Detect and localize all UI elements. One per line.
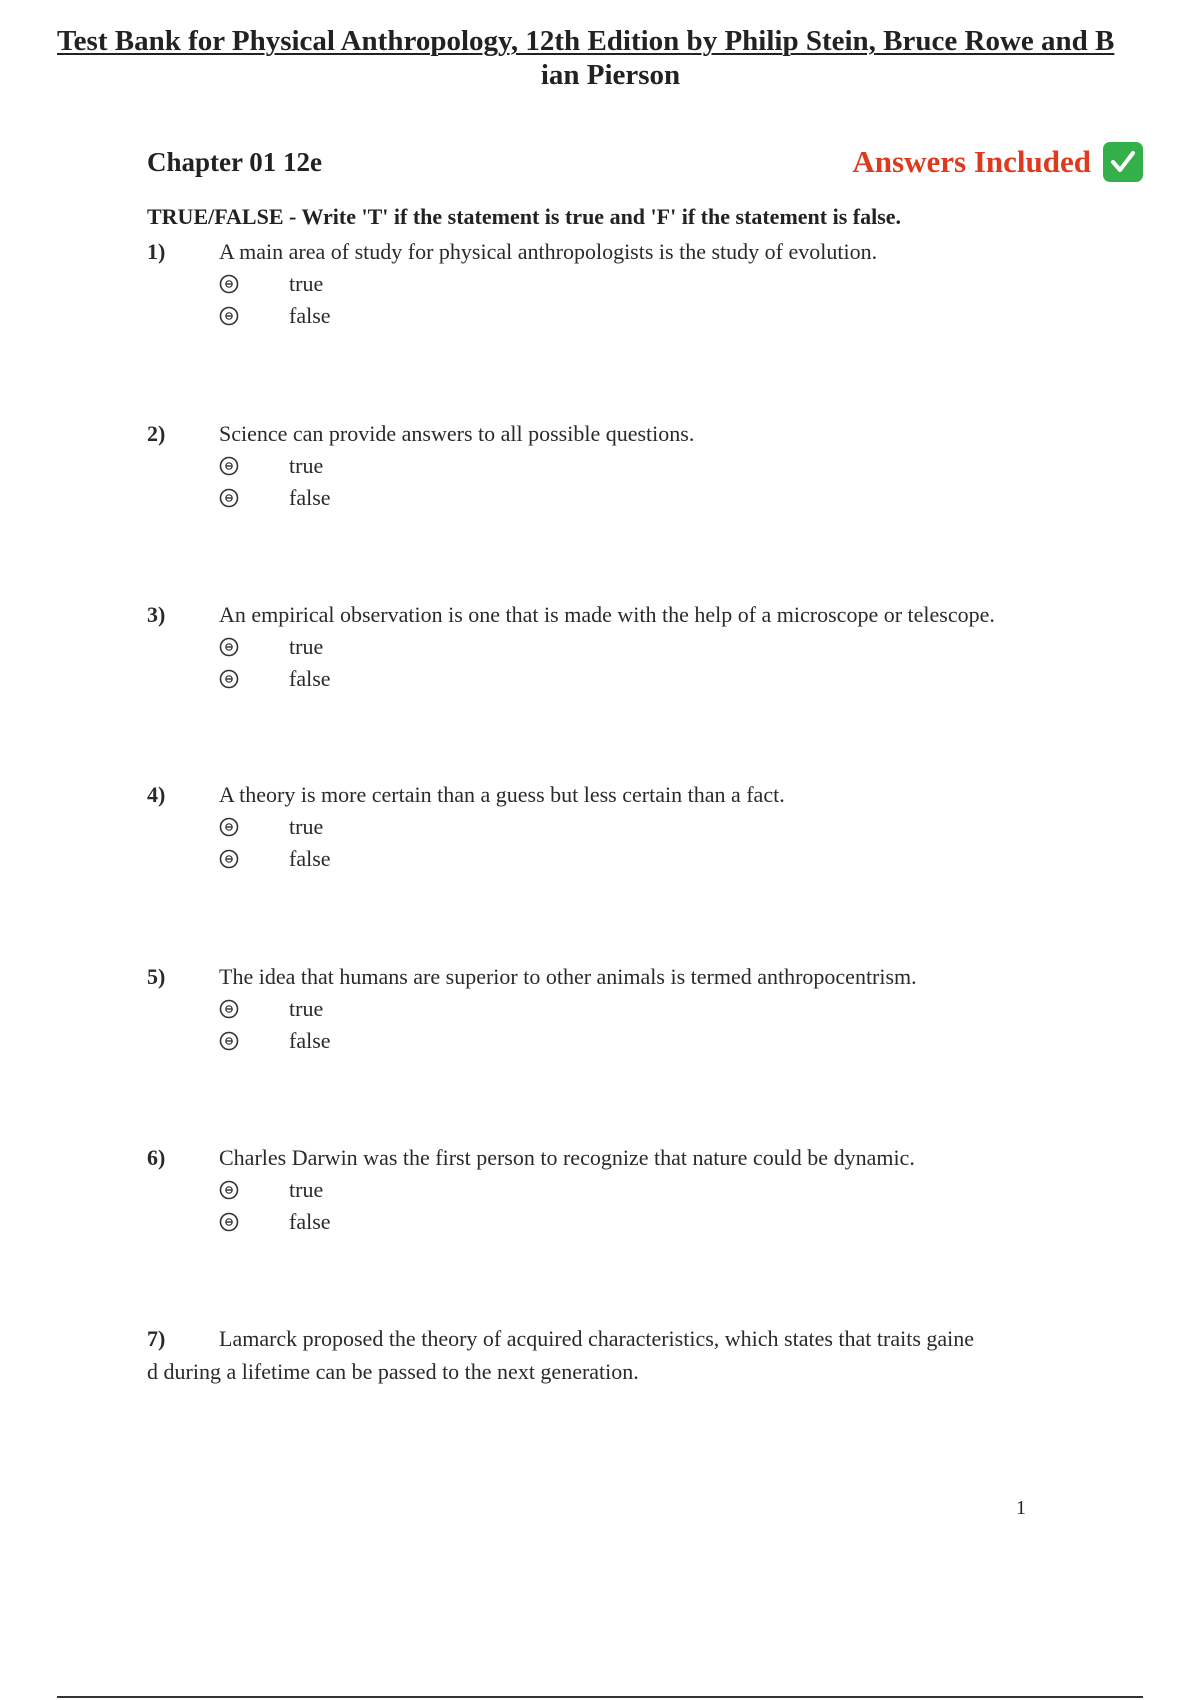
- answers-included-badge: [852, 142, 1143, 182]
- title-line-1: Test Bank for Physical Anthropology, 12th Edition by Philip Stein, Bruce Rowe and B: [57, 25, 1115, 57]
- radio-option-icon[interactable]: [219, 849, 239, 869]
- option-false[interactable]: [219, 1206, 1097, 1238]
- question-number: 2): [147, 421, 166, 446]
- radio-option-icon[interactable]: [219, 306, 239, 326]
- option-label: false: [289, 846, 331, 871]
- question-3: [147, 599, 1097, 695]
- question-6: [147, 1142, 1097, 1238]
- option-false[interactable]: [219, 300, 1097, 332]
- option-label: true: [289, 814, 324, 839]
- option-label: false: [289, 1209, 331, 1234]
- option-label: true: [289, 453, 324, 478]
- question-number: 3): [147, 602, 166, 627]
- radio-option-icon[interactable]: [219, 488, 239, 508]
- question-text: A main area of study for physical anthropologists is the study of evolution.: [219, 239, 878, 264]
- option-true[interactable]: [219, 631, 1097, 663]
- option-label: true: [289, 634, 324, 659]
- option-label: false: [289, 303, 331, 328]
- option-false[interactable]: [219, 663, 1097, 695]
- question-number: 7): [147, 1326, 166, 1351]
- radio-option-icon[interactable]: [219, 637, 239, 657]
- option-true[interactable]: [219, 811, 1097, 843]
- question-text: A theory is more certain than a guess but less certain than a fact.: [219, 782, 785, 807]
- option-true[interactable]: [219, 1174, 1097, 1206]
- option-false[interactable]: [219, 843, 1097, 875]
- question-number: 5): [147, 964, 166, 989]
- question-number: 1): [147, 239, 166, 264]
- title-line-2: ian Pierson: [540, 59, 681, 91]
- radio-option-icon[interactable]: [219, 274, 239, 294]
- question-text-line-1: Lamarck proposed the theory of acquired characteristics, which states that traits gaine: [219, 1326, 975, 1351]
- option-true[interactable]: [219, 268, 1097, 300]
- option-label: true: [289, 996, 324, 1021]
- answers-included-label: Answers Included: [852, 144, 1091, 179]
- question-text: An empirical observation is one that is made with the help of a microscope or telescope.: [219, 602, 995, 627]
- question-1: [147, 236, 1097, 332]
- radio-option-icon[interactable]: [219, 1180, 239, 1200]
- option-label: false: [289, 1028, 331, 1053]
- instructions: TRUE/FALSE - Write 'T' if the statement is true and 'F' if the statement is false.: [147, 204, 902, 229]
- page-number: 1: [1016, 1497, 1026, 1519]
- option-true[interactable]: [219, 450, 1097, 482]
- option-label: false: [289, 666, 331, 691]
- option-label: true: [289, 1177, 324, 1202]
- question-2: [147, 418, 1097, 514]
- checkmark-icon: [1103, 142, 1143, 182]
- option-label: true: [289, 271, 324, 296]
- question-4: [147, 779, 1097, 875]
- question-7: [147, 1322, 1067, 1388]
- page-title: [57, 24, 1200, 92]
- option-false[interactable]: [219, 1025, 1097, 1057]
- chapter-heading: Chapter 01 12e: [147, 147, 322, 177]
- question-text: The idea that humans are superior to other animals is termed anthropocentrism.: [219, 964, 917, 989]
- radio-option-icon[interactable]: [219, 999, 239, 1019]
- option-label: false: [289, 485, 331, 510]
- question-text-line-2: d during a lifetime can be passed to the next generation.: [147, 1359, 639, 1384]
- radio-option-icon[interactable]: [219, 669, 239, 689]
- question-text: Charles Darwin was the first person to recognize that nature could be dynamic.: [219, 1145, 915, 1170]
- option-true[interactable]: [219, 993, 1097, 1025]
- question-number: 4): [147, 782, 166, 807]
- option-false[interactable]: [219, 482, 1097, 514]
- question-number: 6): [147, 1145, 166, 1170]
- radio-option-icon[interactable]: [219, 1031, 239, 1051]
- radio-option-icon[interactable]: [219, 817, 239, 837]
- question-5: [147, 961, 1097, 1057]
- radio-option-icon[interactable]: [219, 456, 239, 476]
- question-text: Science can provide answers to all possible questions.: [219, 421, 695, 446]
- bottom-divider: [57, 1696, 1143, 1698]
- radio-option-icon[interactable]: [219, 1212, 239, 1232]
